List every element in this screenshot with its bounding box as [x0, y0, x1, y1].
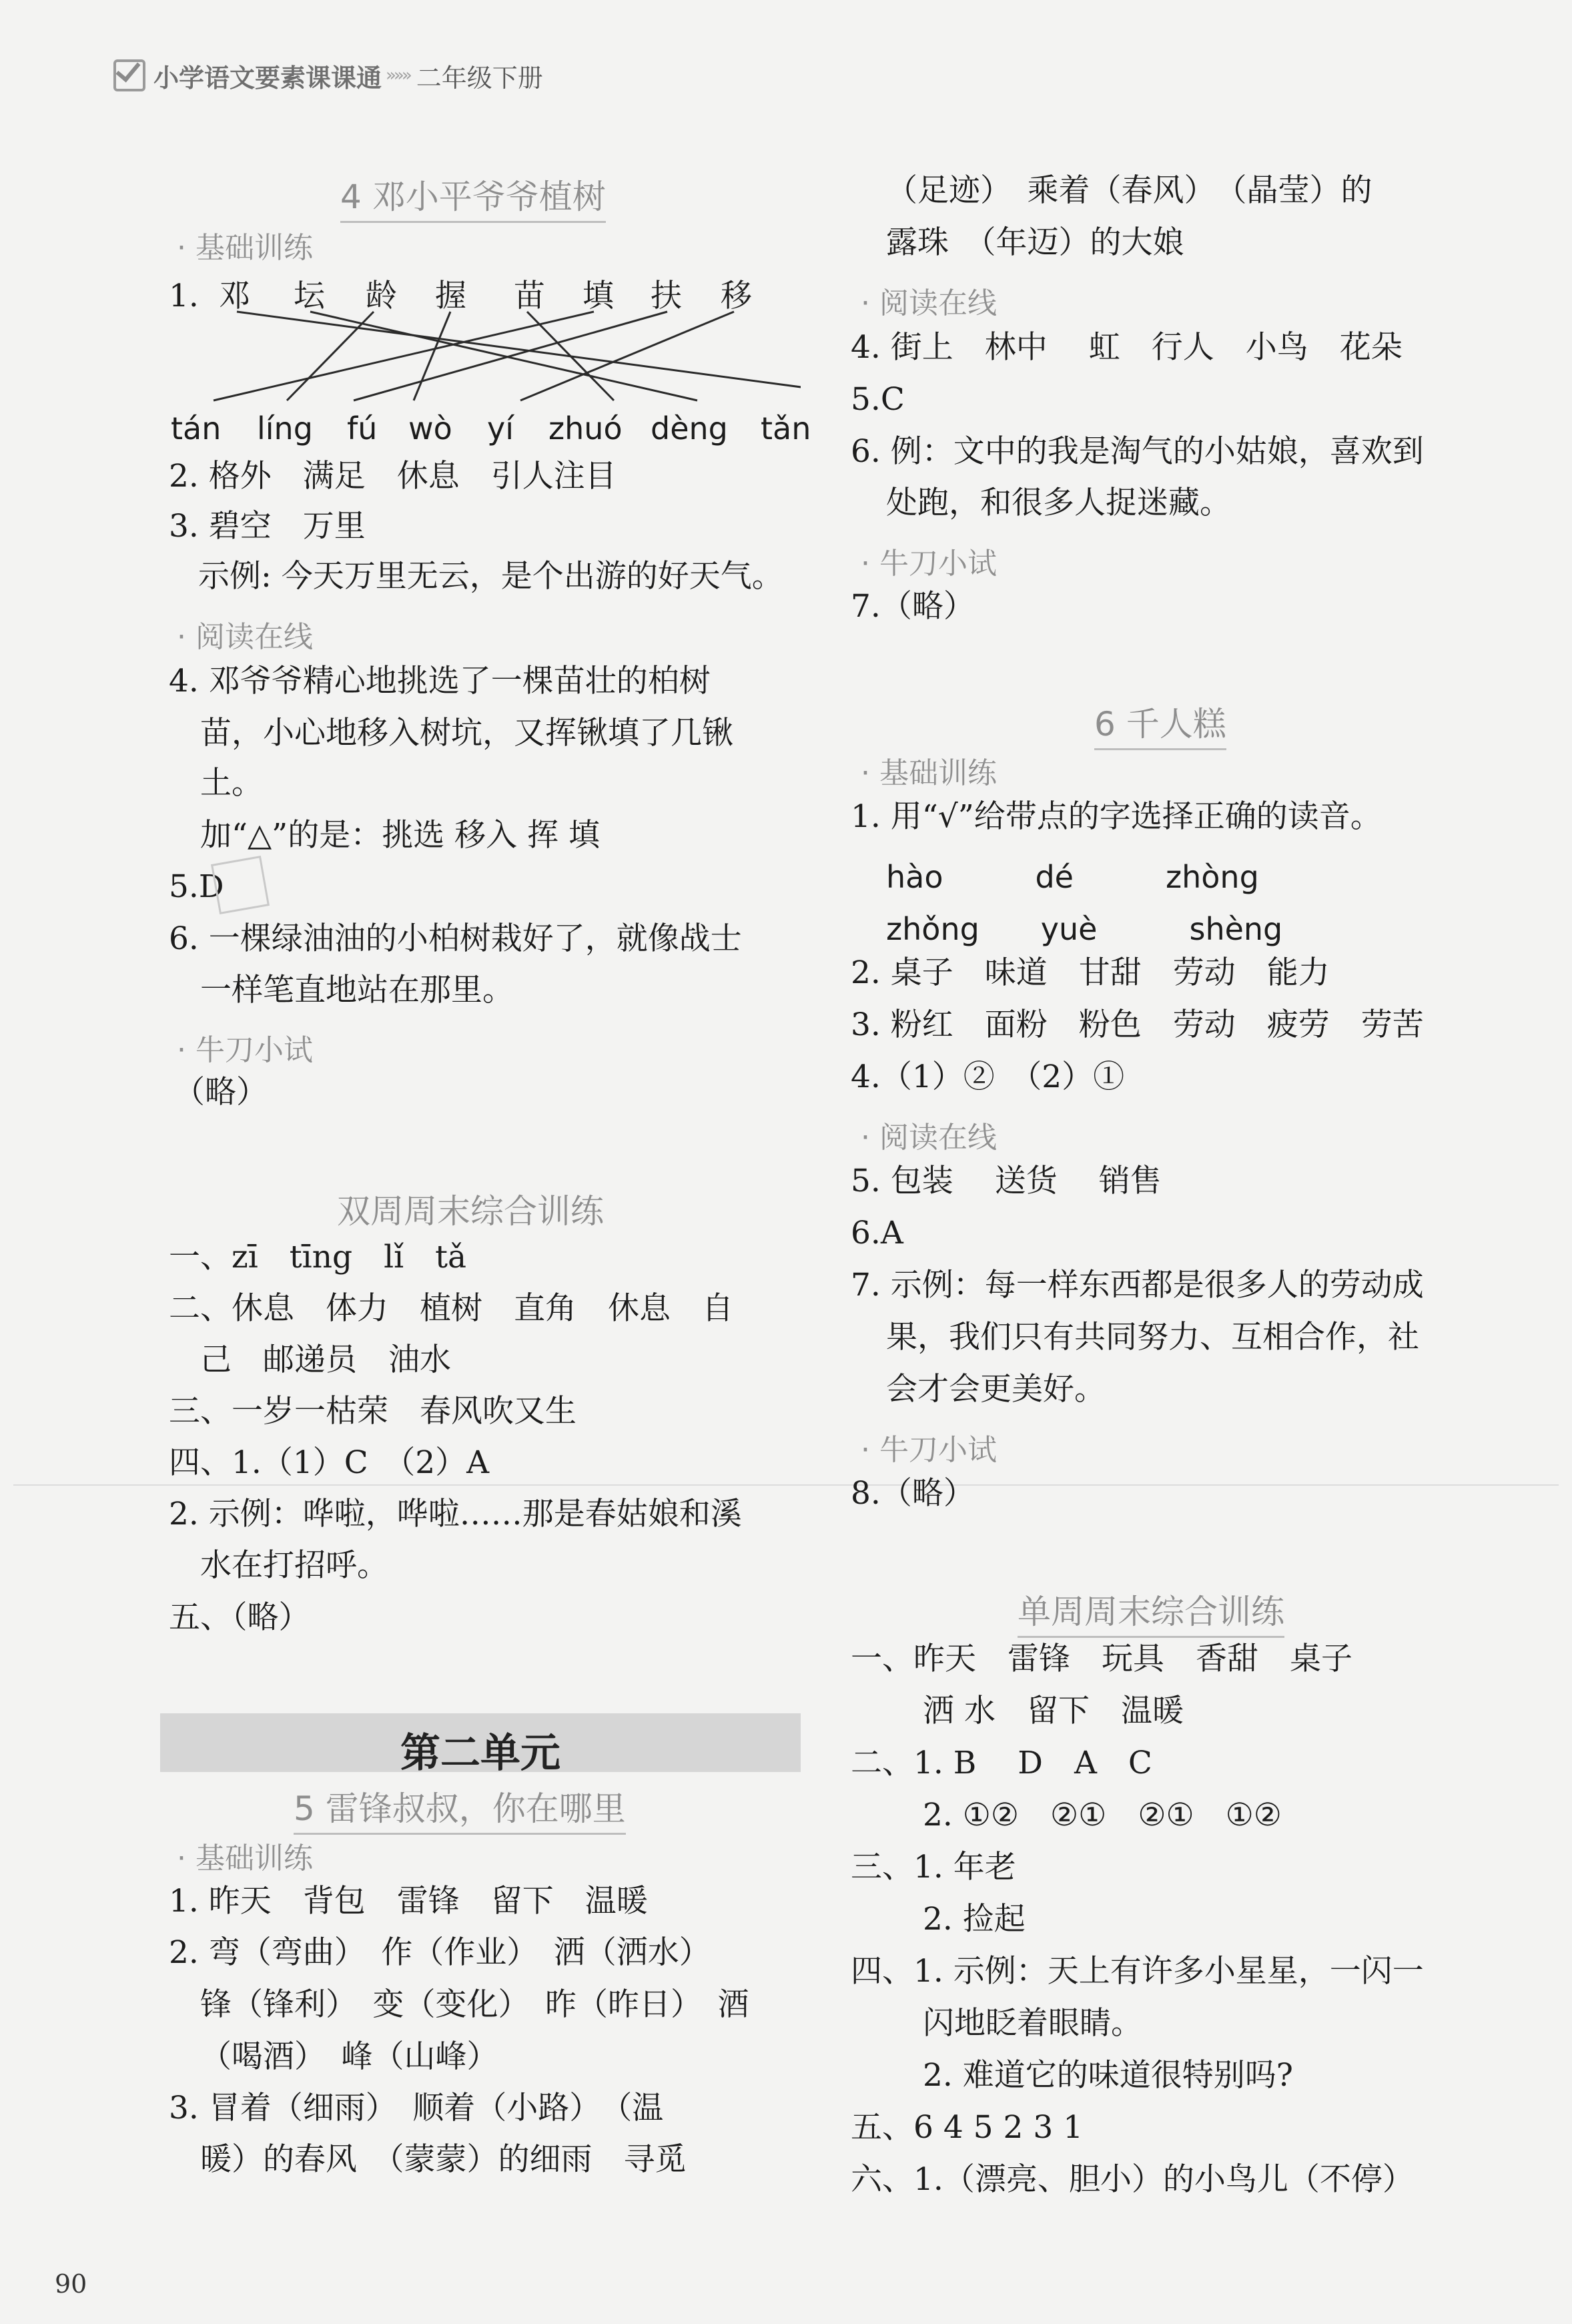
- watermark-stamp: [211, 856, 270, 914]
- weekly-line2: 洒 水 留下 温暖: [923, 1693, 1184, 1729]
- char-8: 移: [721, 278, 752, 314]
- q5-answer: 5.D: [169, 868, 224, 905]
- q4-line2: 苗，小心地移入树坑，又挥锹填了几锹: [200, 715, 733, 752]
- cont-line6: 处跑，和很多人捉迷藏。: [886, 485, 1231, 521]
- l6-q3: 3. 粉红 面粉 粉色 劳动 疲劳 劳苦: [851, 1006, 1424, 1043]
- char-2: 坛: [294, 278, 325, 314]
- section-reading: · 阅读在线: [177, 620, 313, 654]
- char-4: 握: [435, 278, 466, 314]
- biweekly-line8: 五、（略）: [169, 1599, 310, 1636]
- char-5: 苗: [514, 278, 545, 314]
- l6-q2: 2. 桌子 味道 甘甜 劳动 能力: [851, 954, 1330, 991]
- pinyin-1: tán: [171, 410, 222, 447]
- section-reading-6: · 阅读在线: [861, 1121, 997, 1155]
- biweekly-line2: 二、休息 体力 植树 直角 休息 自: [169, 1290, 733, 1327]
- checkmark-icon: [113, 59, 145, 91]
- section-try-5: · 牛刀小试: [861, 547, 997, 581]
- weekly-line8: 闪地眨着眼睛。: [923, 2005, 1142, 2042]
- biweekly-line6: 2. 示例：哗啦，哗啦……那是春姑娘和溪: [169, 1496, 742, 1532]
- q1-label: 1.: [169, 278, 199, 314]
- weekly-line11: 六、1.（漂亮、胆小）的小鸟儿（不停）: [851, 2161, 1414, 2198]
- biweekly-line7: 水在打招呼。: [200, 1547, 388, 1584]
- section-reading-5: · 阅读在线: [861, 286, 997, 320]
- weekly-line1: 一、昨天 雷锋 玩具 香甜 桌子: [851, 1641, 1352, 1677]
- cont-line1: （足迹） 乘着（春风） （晶莹）的: [886, 172, 1372, 209]
- q4-line1: 4. 邓爷爷精心地挑选了一棵苗壮的柏树: [169, 663, 711, 699]
- pinyin-8: tǎn: [761, 410, 811, 447]
- l6-q7-line2: 果，我们只有共同努力、互相合作，社: [886, 1319, 1419, 1356]
- l6-q7-line1: 7. 示例：每一样东西都是很多人的劳动成: [851, 1267, 1424, 1303]
- q4-line3: 土。: [200, 765, 263, 802]
- chevrons-icon: »»»: [386, 65, 410, 85]
- weekly-line6: 2. 捡起: [923, 1901, 1026, 1938]
- l6-q1: 1. 用“√”给带点的字选择正确的读音。: [851, 798, 1382, 835]
- unit-title: 第二单元: [400, 1730, 560, 1777]
- biweekly-line1: 一、zī tīng lǐ tǎ: [169, 1239, 467, 1275]
- char-7: 扶: [651, 278, 682, 314]
- pinyin-2: líng: [257, 410, 313, 447]
- lesson6-title: 6 千人糕: [1094, 697, 1226, 750]
- q4-line4: 加“△”的是：挑选 移入 挥 填: [200, 817, 601, 854]
- l6-q8: 8.（略）: [851, 1475, 975, 1512]
- biweekly-title: 双周周末综合训练: [337, 1192, 604, 1231]
- matching-lines: [200, 297, 801, 410]
- pinyin-5: yí: [487, 410, 514, 447]
- cont-line2: 露珠 （年迈）的大娘: [886, 224, 1184, 261]
- page-number: 90: [55, 2269, 87, 2299]
- l6-pinyin-row2: zhǒng yuè shèng: [886, 911, 1283, 947]
- unit-banner: [160, 1713, 801, 1777]
- section-basic-training-5: · 基础训练: [177, 1841, 313, 1875]
- weekly-title: 单周周末综合训练: [1018, 1585, 1284, 1638]
- pinyin-7: dèng: [651, 410, 728, 447]
- weekly-line10: 五、6 4 5 2 3 1: [851, 2109, 1084, 2146]
- char-1: 邓: [219, 278, 250, 314]
- weekly-line5: 三、1. 年老: [851, 1849, 1016, 1885]
- pinyin-6: zhuó: [548, 410, 623, 447]
- section-basic-training-6: · 基础训练: [861, 756, 997, 790]
- l6-pinyin-row1: hào dé zhòng: [886, 859, 1259, 895]
- biweekly-line4: 三、一岁一枯荣 春风吹又生: [169, 1393, 576, 1430]
- q6-line1: 6. 一棵绿油油的小柏树栽好了，就像战士: [169, 920, 742, 957]
- weekly-line9: 2. 难道它的味道很特别吗?: [923, 2057, 1293, 2094]
- weekly-line4: 2. ①② ②① ②① ①②: [923, 1797, 1282, 1833]
- section-try: · 牛刀小试: [177, 1033, 313, 1067]
- l5-q2-line2: 锋（锋利） 变（变化） 昨（昨日） 酒: [200, 1986, 749, 2023]
- char-3: 龄: [366, 278, 397, 314]
- try-answer: （略）: [173, 1074, 268, 1111]
- section-try-6: · 牛刀小试: [861, 1433, 997, 1467]
- l6-q5: 5. 包装 送货 销售: [851, 1163, 1162, 1199]
- cont-line3: 4. 街上 林中 虹 行人 小鸟 花朵: [851, 329, 1403, 366]
- section-basic-training: · 基础训练: [177, 231, 313, 265]
- char-6: 填: [582, 278, 614, 314]
- l5-q2-line3: （喝酒） 峰（山峰）: [200, 2038, 498, 2075]
- cont-line5: 6. 例：文中的我是淘气的小姑娘，喜欢到: [851, 433, 1424, 470]
- q3-example: 示例: 今天万里无云，是个出游的好天气。: [198, 558, 783, 595]
- pinyin-4: wò: [408, 410, 452, 447]
- pinyin-3: fú: [347, 410, 378, 447]
- cont-line4: 5.C: [851, 381, 905, 418]
- q3-answer: 3. 碧空 万里: [169, 508, 366, 545]
- page-fold-line: [13, 1484, 1559, 1486]
- series-title: 小学语文要素课课通: [153, 63, 382, 93]
- l5-q2-line1: 2. 弯（弯曲） 作（作业） 洒（洒水）: [169, 1934, 711, 1971]
- q2-answer: 2. 格外 满足 休息 引人注目: [169, 458, 617, 495]
- l5-q1: 1. 昨天 背包 雷锋 留下 温暖: [169, 1883, 648, 1920]
- biweekly-line5: 四、1.（1）C （2）A: [169, 1444, 490, 1481]
- grade-label: 二年级下册: [416, 63, 543, 93]
- running-header: [113, 52, 543, 99]
- l6-q4: 4.（1）② （2）①: [851, 1059, 1125, 1095]
- q6-line2: 一样笔直地站在那里。: [200, 972, 514, 1008]
- l6-q6: 6.A: [851, 1215, 903, 1251]
- cont-line7: 7.（略）: [851, 588, 975, 625]
- weekly-line3: 二、1. B D A C: [851, 1745, 1152, 1781]
- biweekly-line3: 己 邮递员 油水: [200, 1342, 451, 1378]
- weekly-line7: 四、1. 示例：天上有许多小星星，一闪一: [851, 1953, 1424, 1990]
- l6-q7-line3: 会才会更美好。: [886, 1371, 1106, 1408]
- lesson5-title: 5 雷锋叔叔，你在哪里: [294, 1782, 626, 1835]
- l5-q3-line1: 3. 冒着（细雨） 顺着（小路） （温: [169, 2090, 664, 2126]
- l5-q3-line2: 暖）的春风 （蒙蒙）的细雨 寻觅: [200, 2141, 687, 2178]
- lesson4-title: 4 邓小平爷爷植树: [340, 170, 606, 223]
